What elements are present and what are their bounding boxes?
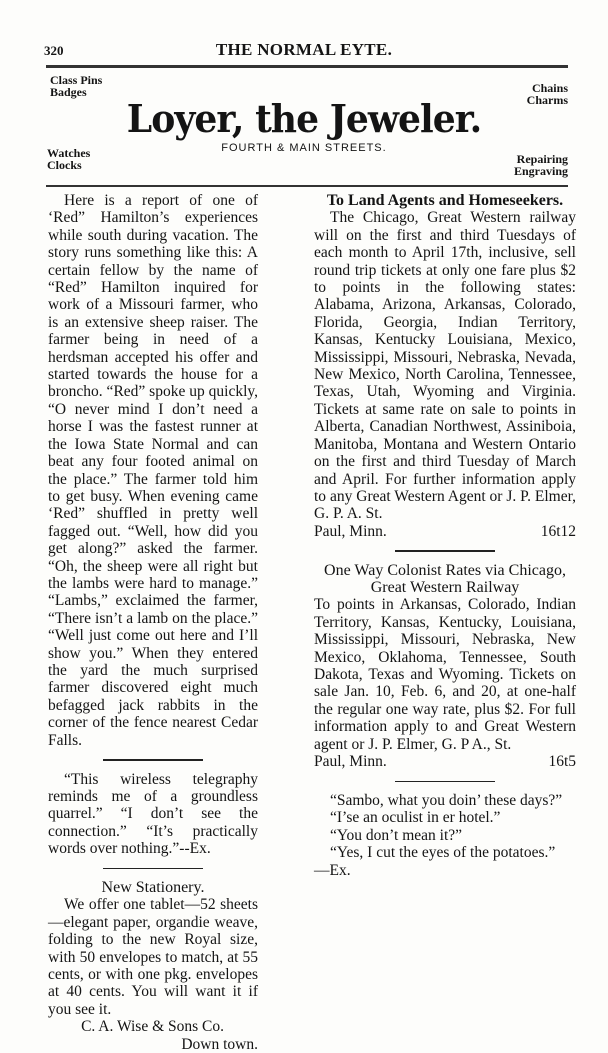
colonist-text: To points in Arkansas, Colorado, Indian Territory, Kansas, Kentucky, Louisiana, Mississippi, Missouri, Nebraska, New Mexico, Oklahoma, Tennessee, South Dakota, Texas and Wyoming. Tickets on sale Jan. 10, Feb. 6, and 20, at one-half the regular one way rate, plus $2. For full information apply to and Great Western agent or J. P. Elmer, G. P A., St.	[314, 596, 576, 753]
running-title: THE NORMAL EYTE.	[215, 40, 393, 59]
stationery-signature: C. A. Wise & Sons Co.	[81, 1018, 224, 1036]
stationery-heading: New Stationery.	[101, 879, 205, 897]
section-divider	[395, 550, 495, 552]
ad-corner-line: Repairing	[516, 152, 568, 166]
ad-corner-line: Class Pins	[50, 73, 103, 87]
colonist-footer	[314, 753, 576, 770]
ad-corner-bottom-right	[514, 153, 568, 177]
sambo-line: “Sambo, what you doin’ these days?”	[330, 792, 563, 809]
ad-corner-line: Engraving	[513, 164, 568, 178]
wireless-joke: “This wireless telegraphy reminds me of a groundless quarrel.” “I don’t see the connection.” “It’s practically words over nothing.”--Ex.	[48, 770, 258, 858]
ad-address: FOURTH & MAIN STREETS.	[221, 142, 387, 154]
land-agents-heading: To Land Agents and Homeseekers.	[326, 192, 564, 209]
sambo-line: “I’se an oculist in er hotel.”	[330, 809, 501, 827]
stationery-location: Down town.	[181, 1035, 258, 1053]
ad-corner-line: Badges	[50, 85, 87, 99]
right-column	[314, 192, 576, 879]
left-column	[48, 192, 258, 1053]
land-agents-footer	[314, 523, 576, 540]
section-divider	[395, 781, 495, 783]
ad-corner-line: Chains	[531, 81, 568, 95]
ad-corner-line: Charms	[526, 93, 568, 107]
land-agents-last-line: Paul, Minn.	[314, 522, 387, 540]
page-number: 320	[44, 43, 64, 58]
colonist-last-line: Paul, Minn.	[314, 753, 387, 771]
sambo-line: “You don’t mean it?”	[330, 826, 463, 844]
header-rule	[46, 65, 568, 68]
ad-corner-line: Watches	[47, 146, 91, 160]
ad-corner-line: Clocks	[47, 158, 82, 172]
stationery-text: We offer one tablet—52 sheets—elegant paper, organdie weave, folding to the new Royal size, with 50 envelopes to match, at 55 cents, or with one pkg. envelopes at 40 cents. You will want it if you see it.	[48, 896, 258, 1018]
sambo-source: —Ex.	[314, 861, 351, 879]
hamilton-story: Here is a report of one of ‘Red” Hamilton’s experiences while south during vacation. The story runs something like this: A certain fellow by the name of “Red” Hamilton inquired for work of a Missouri farmer, who is an extensive sheep raiser. The farmer being in need of a herdsman accepted his offer and started towards the house for a broncho. “Red” spoke up quickly, “O never mind I don’t need a horse I was the fastest runner at the Iowa State Normal and can beat any four footed animal on the place.” The farmer told him to get busy. When evening came ‘Red” shuffled in pretty well fagged out. “Well, how did you get along?” asked the farmer. “Oh, the sheep were all right but the lambs were hard to manage.” “Lambs,” exclaimed the farmer, “There isn’t a lamb on the place.” “Well just come out here and I’ll show you.” When they entered the yard the much surprised farmer discovered eight much befagged jack rabbits in the corner of the fence nearest Cedar Falls.	[48, 192, 258, 749]
colonist-heading-line2: Great Western Railway	[370, 579, 520, 597]
ad-corner-top-left	[50, 74, 102, 98]
ad-rule	[46, 185, 568, 187]
section-divider	[103, 759, 203, 761]
ad-business-name: Loyer, the Jeweler.	[126, 96, 482, 141]
colonist-heading-line1: One Way Colonist Rates via Chicago,	[324, 561, 566, 579]
ad-corner-bottom-left	[47, 147, 90, 171]
land-agents-text: The Chicago, Great Western railway will on the first and third Tuesdays of each month to April 17th, inclusive, sell round trip tickets at only one fare plus $2 to points in the following states: Alabama, Arizona, Arkansas, Colorado, Florida, Georgia, Indian Territory, Kansas, Kentucky Louisiana, Mexico, Mississippi, Missouri, Nebraska, Nevada, New Mexico, North Carolina, Tennessee, Texas, Utah, Wyoming and Virginia. Tickets at same rate on sale to points in Alberta, Canadian Northwest, Assiniboia, Manitoba, Montana and Western Ontario on the first and third Tuesday of March and April. For further information apply to any Great Western Agent or J. P. Elmer, G. P. A. St.	[314, 209, 576, 523]
section-divider	[103, 868, 203, 870]
land-agents-code: 16t12	[540, 522, 576, 540]
colonist-code: 16t5	[548, 753, 576, 771]
sambo-line: “Yes, I cut the eyes of the potatoes.”	[330, 844, 556, 862]
